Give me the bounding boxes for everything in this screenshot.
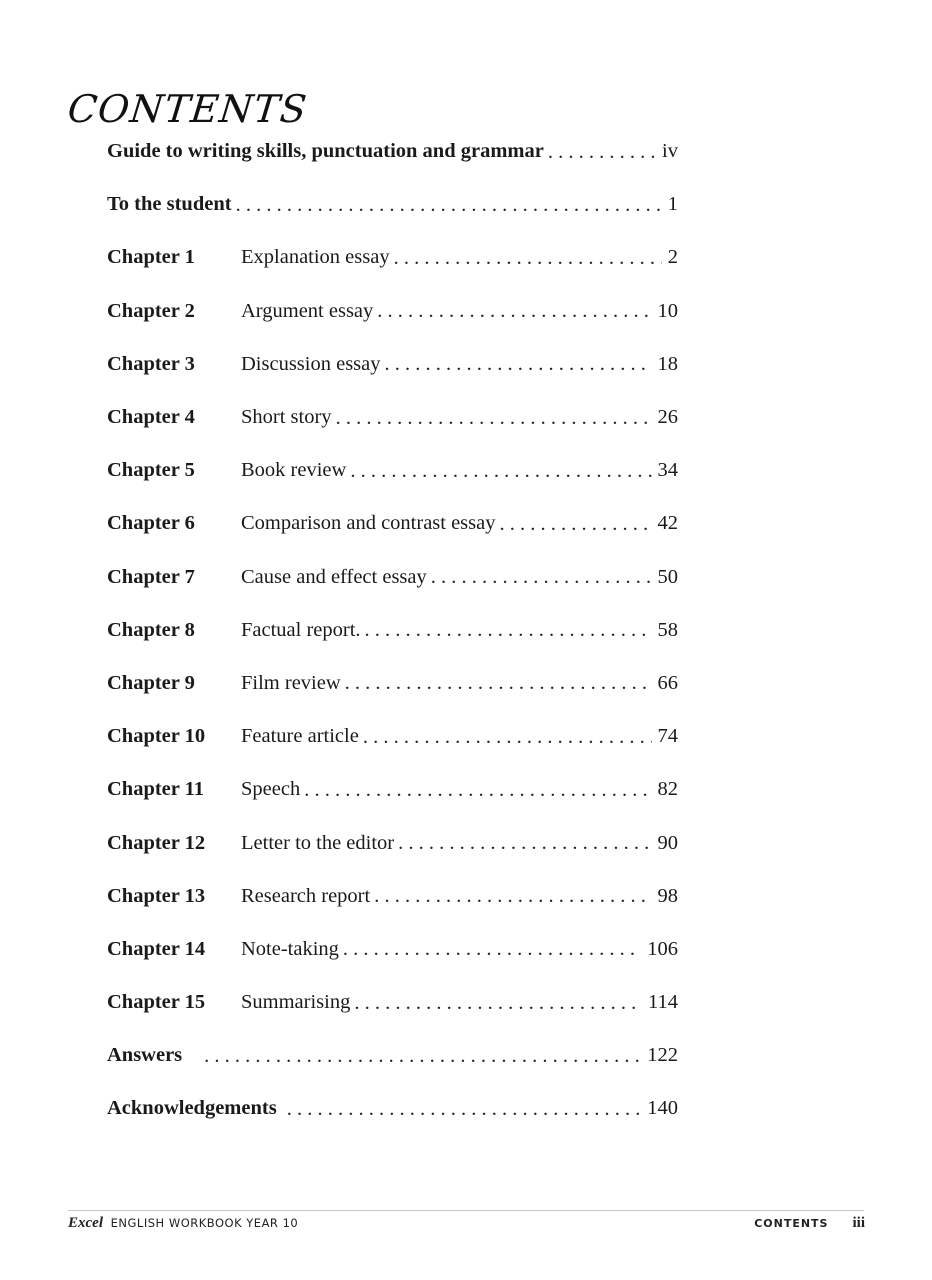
footer-right [754, 1215, 865, 1232]
toc-entry-acknowledgements[interactable] [107, 1082, 678, 1135]
chapter-label: Chapter 14 [107, 938, 241, 961]
toc-page-number: 106 [641, 938, 678, 961]
toc-page-number: 2 [662, 246, 678, 269]
chapter-title: Explanation essay [241, 246, 394, 269]
toc-entry-chapter-13[interactable] [107, 870, 678, 923]
dot-leader [336, 406, 652, 430]
chapter-label: Chapter 7 [107, 566, 241, 589]
toc-entry-chapter-8[interactable] [107, 604, 678, 657]
page-number: iii [852, 1215, 865, 1231]
toc-entry-answers[interactable] [107, 1029, 678, 1082]
chapter-title: Comparison and contrast essay [241, 512, 500, 535]
toc-page-number: 42 [652, 512, 679, 535]
toc-entry-title: Guide to writing skills, punctuation and grammar [107, 140, 548, 163]
toc-entry-chapter-3[interactable] [107, 338, 678, 391]
chapter-label: Chapter 5 [107, 459, 241, 482]
dot-leader [343, 937, 641, 961]
chapter-label: Chapter 12 [107, 832, 241, 855]
dot-leader [365, 618, 652, 642]
chapter-title: Research report [241, 885, 374, 908]
chapter-title: Argument essay [241, 300, 377, 323]
toc-entry-chapter-1[interactable] [107, 231, 678, 284]
toc-entry-to-the-student[interactable] [107, 178, 678, 231]
dot-leader [394, 246, 662, 270]
chapter-label: Chapter 2 [107, 300, 241, 323]
section-name: CONTENTS [754, 1217, 829, 1230]
chapter-title: Cause and effect essay [241, 566, 431, 589]
dot-leader [500, 512, 652, 536]
toc-page-number: 74 [652, 725, 679, 748]
toc-entry-guide[interactable] [107, 125, 678, 178]
dot-leader [236, 193, 662, 217]
toc-page-number: 26 [652, 406, 679, 429]
dot-leader [354, 991, 642, 1015]
chapter-title: Short story [241, 406, 336, 429]
toc-page-number: 66 [652, 672, 679, 695]
toc-page-number: iv [656, 140, 678, 163]
toc-entry-title: Answers [107, 1044, 204, 1067]
page-footer [68, 1210, 864, 1232]
chapter-label: Chapter 13 [107, 885, 241, 908]
toc-entry-chapter-14[interactable] [107, 923, 678, 976]
chapter-title: Summarising [241, 991, 354, 1014]
toc-entry-chapter-10[interactable] [107, 710, 678, 763]
dot-leader [204, 1044, 641, 1068]
toc-page-number: 58 [652, 619, 679, 642]
chapter-label: Chapter 6 [107, 512, 241, 535]
dot-leader [385, 352, 652, 376]
toc-page-number: 98 [652, 885, 679, 908]
toc-entry-title: Acknowledgements [107, 1097, 287, 1120]
toc-entry-chapter-15[interactable] [107, 976, 678, 1029]
toc-entry-chapter-4[interactable] [107, 391, 678, 444]
toc-entry-chapter-11[interactable] [107, 763, 678, 816]
dot-leader [363, 725, 652, 749]
toc-page-number: 114 [642, 991, 678, 1014]
chapter-title: Letter to the editor [241, 832, 398, 855]
footer-left [68, 1215, 298, 1232]
chapter-title: Discussion essay [241, 353, 385, 376]
chapter-label: Chapter 3 [107, 353, 241, 376]
dot-leader [377, 299, 651, 323]
toc-page-number: 90 [652, 832, 679, 855]
toc-entry-chapter-7[interactable] [107, 551, 678, 604]
chapter-title: Feature article [241, 725, 363, 748]
brand-logo: Excel [68, 1215, 103, 1231]
toc-entry-chapter-6[interactable] [107, 497, 678, 550]
dot-leader [398, 831, 651, 855]
chapter-label: Chapter 1 [107, 246, 241, 269]
chapter-label: Chapter 8 [107, 619, 241, 642]
chapter-title: Film review [241, 672, 345, 695]
dot-leader [431, 565, 652, 589]
chapter-title: Book review [241, 459, 350, 482]
toc-entry-title: To the student [107, 193, 236, 216]
toc-page-number: 34 [652, 459, 679, 482]
page-title: CONTENTS [65, 87, 310, 132]
toc-page-number: 18 [652, 353, 679, 376]
dot-leader [548, 140, 656, 164]
chapter-label: Chapter 10 [107, 725, 241, 748]
dot-leader [345, 671, 652, 695]
chapter-label: Chapter 15 [107, 991, 241, 1014]
chapter-label: Chapter 9 [107, 672, 241, 695]
toc-entry-chapter-9[interactable] [107, 657, 678, 710]
chapter-label: Chapter 11 [107, 778, 241, 801]
toc-entry-chapter-12[interactable] [107, 816, 678, 869]
dot-leader [350, 459, 651, 483]
table-of-contents [107, 125, 678, 1136]
chapter-title: Factual report. [241, 619, 365, 642]
toc-page-number: 140 [641, 1097, 678, 1120]
toc-page-number: 50 [652, 566, 679, 589]
chapter-title: Speech [241, 778, 304, 801]
book-title: ENGLISH WORKBOOK YEAR 10 [110, 1216, 299, 1230]
toc-page-number: 122 [641, 1044, 678, 1067]
toc-page-number: 1 [662, 193, 678, 216]
dot-leader [287, 1097, 642, 1121]
toc-entry-chapter-5[interactable] [107, 444, 678, 497]
toc-page-number: 82 [652, 778, 679, 801]
chapter-label: Chapter 4 [107, 406, 241, 429]
toc-page-number: 10 [652, 300, 679, 323]
chapter-title: Note-taking [241, 938, 343, 961]
toc-entry-chapter-2[interactable] [107, 285, 678, 338]
dot-leader [374, 884, 651, 908]
dot-leader [304, 778, 651, 802]
